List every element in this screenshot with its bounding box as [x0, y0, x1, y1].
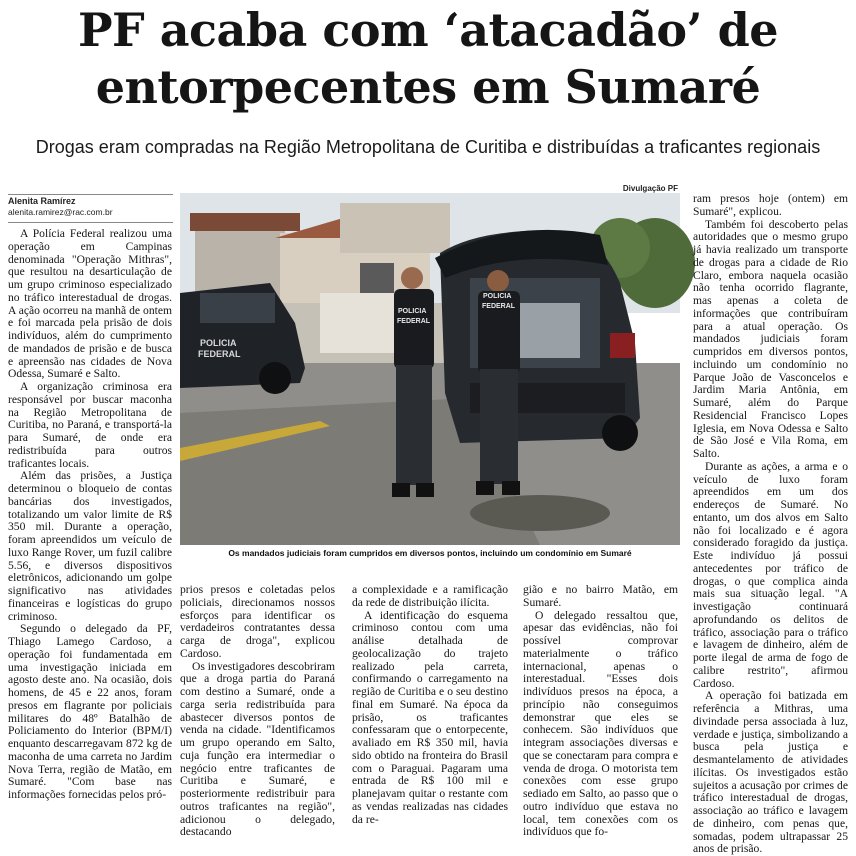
photo-caption: Os mandados judiciais foram cumpridos em diversos pontos, incluindo um condomínio em Sumaré: [228, 548, 632, 558]
photo-suv-wheel: [602, 415, 638, 451]
photo-house-roof: [190, 213, 300, 231]
article-paragraph: A identificação do esquema criminoso contou com uma análise detalhada de geolocalização do trajeto realizado pela carreta, confirmando o carregamento na região de Curitiba e o seu destino final em Sumaré. Na época da prisão, os traficantes confessaram que o entorpecente, avaliado em R$ 350 mil, havia sido obtido na fronteira do Brasil com o Paraguai. Pagaram uma entrada de R$ 100 mil e planejavam quitar o restante com as vendas realizadas nas cidades da re-: [352, 608, 508, 826]
article-paragraph: prios presos e coletadas pelos policiais, direcionamos nossos esforços para identificar os verdadeiros contratantes dessa carga de droga", explicou Cardoso.: [180, 583, 335, 660]
article-paragraph: a complexidade e a ramificação da rede de distribuição ilícita.: [352, 583, 508, 609]
photo-credit: Divulgação PF: [622, 184, 678, 193]
photo-vest-2-text-2: FEDERAL: [482, 303, 516, 310]
headline-line-2: entorpecentes em Sumaré: [95, 60, 761, 114]
article-paragraph: Também foi descoberto pelas autoridades que o mesmo grupo já havia realizado um transporte de drogas para a cidade de Rio Claro, embora naquela ocasião não tenha ocorrido flagrante, mas apenas a coleta de informações que contribuíram para a atual operação. Os mandados judiciais foram cumpridos em diversos pontos, incluindo um condomínio no Parque João de Vasconcelos e Jardim Maria Antônia, em Sumaré, além do Parque Residencial Francisco Lopes Iglesia, em Nova Odessa e Salto de São José e Vila Roma, em Salto.: [693, 217, 848, 460]
byline-rule-bottom: [8, 222, 173, 223]
photo-suv-light: [610, 333, 635, 358]
photo-suv-boxes: [510, 303, 580, 358]
photo-vest-2-text: POLICIA: [483, 293, 512, 300]
article-paragraph: Os investigadores descobriram que a droga partia do Paraná com destino a Sumaré, onde a carga seria redistribuída para abastecer diversos pontos de venda na cidade. "Identificamos um grupo operando em Salto, cuja função era intermediar o negócio entre traficantes de Curitiba e Sumaré, e posteriormente redistribuir para outros traficantes na região", adicionou o delegado, destacando: [180, 659, 335, 839]
article-column-2: [180, 583, 335, 839]
article-paragraph: Além das prisões, a Justiça determinou o bloqueio de contas bancárias dos investigados, totalizando um valor limite de R$ 350 mil. Durante a operação, foram apreendidos um veículo de luxo Range Rover, um fuzil calibre 5.56, e diversos dispositivos eletrônicos, adicionando um golpe significativo nas atividades financeiras e logísticas do grupo criminoso.: [8, 469, 172, 623]
byline-author: Alenita Ramírez: [8, 196, 76, 206]
photo-vest-1-text-2: FEDERAL: [397, 318, 431, 325]
photo-officer-2-boot-r: [502, 481, 520, 495]
photo-car-left-window: [200, 293, 275, 323]
article-paragraph: A Polícia Federal realizou uma operação em Campinas denominada "Operação Mithras", que resultou na desarticulação de um grupo criminoso especializado no tráfico interestadual de drogas. A ação ocorreu na manhã de ontem e foi marcada pela prisão de dois indivíduos, além do cumprimento de mandados de prisão e de busca e apreensão nas cidades de Nova Odessa, Sumaré e Salto.: [8, 227, 172, 381]
photo-officer-1-boot-l: [392, 483, 410, 497]
photo-house-3: [340, 203, 450, 253]
photo-puddle: [470, 495, 610, 531]
article-paragraph: O delegado ressaltou que, apesar das evidências, não foi possível comprovar materialmente o tráfico internacional, apenas o interestadual. "Esses dois indivíduos presos na época, a princípio não conseguimos demonstrar que eles se conhecem. São indivíduos que integram associações diversas e que se conectaram para compra e venda de droga. O motorista tem conexões com esse grupo sediado em Salto, ao passo que o outro indivíduo que estava no local, tem conexões com os indivíduos que fo-: [523, 608, 678, 839]
photo-car-door-text: POLICIA: [200, 338, 237, 348]
article-column-4: [523, 583, 678, 839]
article-paragraph: gião e no bairro Matão, em Sumaré.: [523, 583, 678, 609]
photo-car-door-text-2: FEDERAL: [198, 349, 241, 359]
article-paragraph: ram presos hoje (ontem) em Sumaré", explicou.: [693, 192, 848, 218]
photo-officer-2-legs: [480, 369, 518, 484]
photo-officer-1-head: [401, 267, 423, 289]
photo-officer-2-boot-l: [476, 481, 494, 495]
photo-officer-1-body: [394, 289, 434, 369]
article-paragraph: A operação foi batizada em referência a Mithras, uma divindade persa associada à luz, verdade e justiça, simbolizando a busca pela justiça e desmantelamento de atividades ilícitas. Os investigados estão sujeitos a acusação por crimes de tráfico interestadual de drogas, associação ao tráfico e lavagem de dinheiro, com penas que, somadas, podem ultrapassar 25 anos de prisão.: [693, 689, 848, 856]
news-photo: [180, 193, 680, 545]
article-column-1: [8, 228, 172, 836]
byline-email[interactable]: alenita.ramirez@rac.com.br: [8, 207, 113, 217]
headline-line-1: PF acaba com ‘atacadão’ de: [77, 3, 779, 57]
photo-officer-2-head: [487, 270, 509, 292]
article-paragraph: Segundo o delegado da PF, Thiago Lamego Cardoso, a operação foi fundamentada em uma investigação iniciada em agosto deste ano. Na ocasião, dois homens, de 45 e 22 anos, foram presos em flagrante por policiais militares do 48º Batalhão de Policiamento do Interior (BPM/I) enquanto descarregavam 872 kg de maconha de uma carreta no Jardim Nova Terra, região de Matão, em Sumaré. "Com base nas informações fornecidas pelos pró-: [8, 622, 172, 801]
photo-vest-1-text: POLICIA: [398, 308, 427, 315]
headline: [0, 2, 856, 116]
article-column-3: [352, 584, 508, 836]
article-column-5: [693, 192, 848, 856]
article-paragraph: Durante as ações, a arma e o veículo de luxo foram apreendidos em um dos endereços de Sumaré. No entanto, um dos alvos em Salto não foi localizado e é agora considerado foragido da justiça. Este indivíduo já possui antecedentes por tráfico de drogas, o que complica ainda mais sua situação legal. "A investigação continuará aprofundando os delitos de tráfico, associação para o tráfico e lavagem de dinheiro, além de porte ilegal de arma de fogo de calibre restrito", afirmou Cardoso.: [693, 459, 848, 690]
byline: [8, 196, 173, 218]
article-paragraph: A organização criminosa era responsável por buscar maconha na Região Metropolitana de Curitiba, no Paraná, e transportá-la para Sumaré, de onde era redistribuída para outros traficantes locais.: [8, 380, 172, 470]
photo-car-left-wheel: [259, 362, 291, 394]
photo-window: [360, 263, 394, 293]
deck-subtitle: Drogas eram compradas na Região Metropolitana de Curitiba e distribuídas a traficantes regionais: [35, 137, 821, 157]
byline-rule-top: [8, 194, 173, 195]
photo-officer-1-boot-r: [416, 483, 434, 497]
photo-officer-1-legs: [396, 365, 432, 485]
